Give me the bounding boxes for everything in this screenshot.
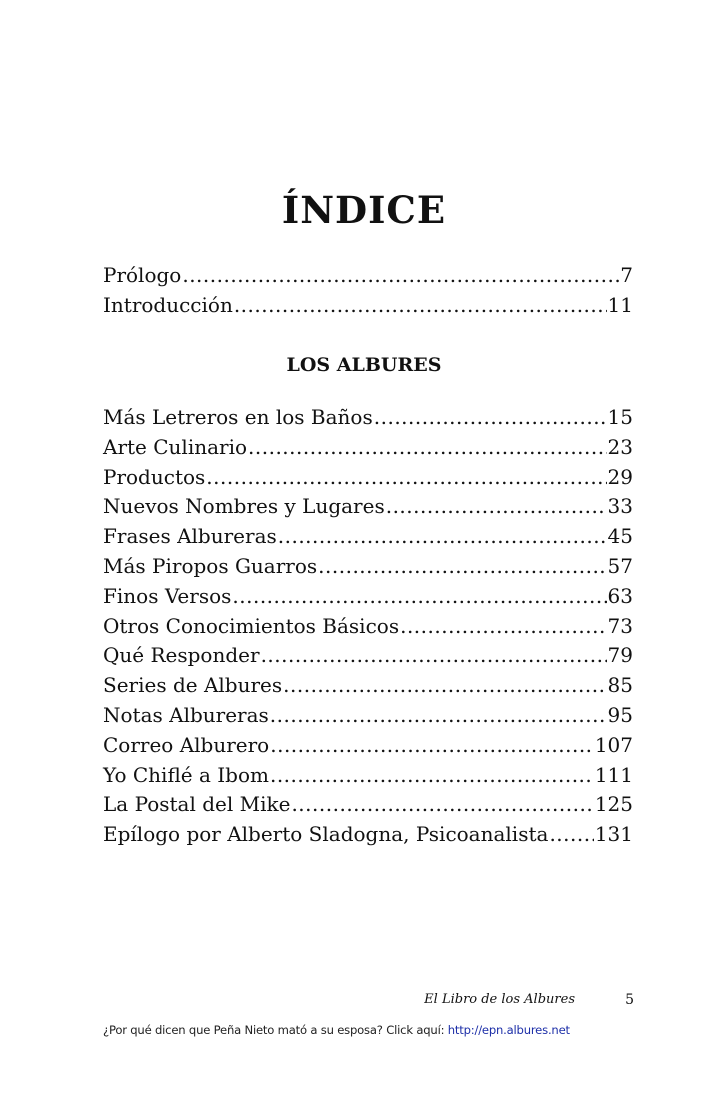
section-heading: LOS ALBURES — [286, 354, 442, 376]
toc-entry[interactable] — [103, 465, 633, 495]
promo-text: ¿Por qué dicen que Peña Nieto mató a su esposa? Click aquí: — [103, 1023, 448, 1037]
toc-entry-label: Introducción — [103, 292, 233, 317]
dot-leader — [182, 263, 619, 287]
toc-entry[interactable] — [103, 643, 633, 673]
toc-entry-page: 33 — [607, 494, 633, 519]
dot-leader — [374, 405, 607, 429]
toc-entry-page: 85 — [607, 673, 633, 698]
dot-leader — [291, 792, 593, 816]
toc-entry[interactable] — [103, 524, 633, 554]
dot-leader — [206, 465, 606, 489]
dot-leader — [386, 494, 607, 518]
toc-entry[interactable] — [103, 584, 633, 614]
dot-leader — [234, 293, 607, 317]
toc-entry[interactable] — [103, 435, 633, 465]
toc-entry-label: Correo Alburero — [103, 732, 270, 757]
toc-entry-label: Finos Versos — [103, 583, 232, 608]
toc-entry-label: Epílogo por Alberto Sladogna, Psicoanalista — [103, 822, 549, 847]
promo-link[interactable]: http://epn.albures.net — [447, 1023, 570, 1037]
toc-entry[interactable] — [103, 494, 633, 524]
promo-line — [103, 1023, 570, 1037]
toc-entry-page: 107 — [594, 732, 633, 757]
toc-entry-label: Otros Conocimientos Básicos — [103, 613, 400, 638]
toc-entry-page: 125 — [594, 792, 633, 817]
toc-entry-label: Más Piropos Guarros — [103, 553, 318, 578]
toc-entry[interactable] — [103, 554, 633, 584]
toc-entry-page: 23 — [607, 434, 633, 459]
dot-leader — [318, 554, 606, 578]
toc-entry[interactable] — [103, 822, 633, 852]
toc-entry-label: Notas Albureras — [103, 702, 269, 727]
toc-entry-page: 111 — [594, 762, 633, 787]
toc-entry-label: Nuevos Nombres y Lugares — [103, 494, 385, 519]
toc-entry-page: 45 — [607, 524, 633, 549]
toc-entry-label: Frases Albureras — [103, 524, 277, 549]
toc-entry[interactable] — [103, 405, 633, 435]
dot-leader — [270, 733, 594, 757]
toc-entry-page: 131 — [594, 822, 633, 847]
toc-entry[interactable] — [103, 614, 633, 644]
toc-entry-page: 73 — [607, 613, 633, 638]
dot-leader — [278, 524, 607, 548]
dot-leader — [270, 763, 594, 787]
toc-entry[interactable] — [103, 263, 633, 293]
dot-leader — [261, 643, 607, 667]
dot-leader — [400, 614, 606, 638]
toc-entry-label: Más Letreros en los Baños — [103, 405, 373, 429]
page-number: 5 — [625, 992, 634, 1008]
dot-leader — [248, 435, 607, 459]
toc-entry[interactable] — [103, 703, 633, 733]
toc-entry-page: 63 — [607, 583, 633, 608]
dot-leader — [283, 673, 606, 697]
toc-entry[interactable] — [103, 763, 633, 793]
toc-entry-label: Arte Culinario — [103, 434, 248, 459]
toc-entry-label: La Postal del Mike — [103, 792, 291, 817]
toc-entry-label: Series de Albures — [103, 673, 283, 698]
toc-entry-page: 11 — [607, 292, 633, 317]
toc-entry-label: Productos — [103, 464, 206, 489]
page-title: ÍNDICE — [281, 188, 447, 232]
toc-list — [103, 405, 633, 852]
dot-leader — [232, 584, 606, 608]
toc-entry[interactable] — [103, 792, 633, 822]
toc-entry-page: 57 — [607, 553, 633, 578]
toc-entry-page: 29 — [607, 464, 633, 489]
toc-entry-page: 15 — [607, 405, 633, 429]
toc-entry-page: 79 — [607, 643, 633, 668]
front-matter-list — [103, 263, 633, 323]
toc-entry-page: 95 — [607, 702, 633, 727]
toc-entry[interactable] — [103, 673, 633, 703]
toc-entry-label: Prólogo — [103, 263, 182, 287]
toc-entry-page: 7 — [620, 263, 633, 287]
running-footer-title: El Libro de los Albures — [424, 992, 575, 1007]
dot-leader — [270, 703, 607, 727]
toc-entry[interactable] — [103, 293, 633, 323]
toc-entry-label: Qué Responder — [103, 643, 260, 668]
toc-entry[interactable] — [103, 733, 633, 763]
dot-leader — [549, 822, 593, 846]
toc-entry-label: Yo Chiflé a Ibom — [103, 762, 269, 787]
